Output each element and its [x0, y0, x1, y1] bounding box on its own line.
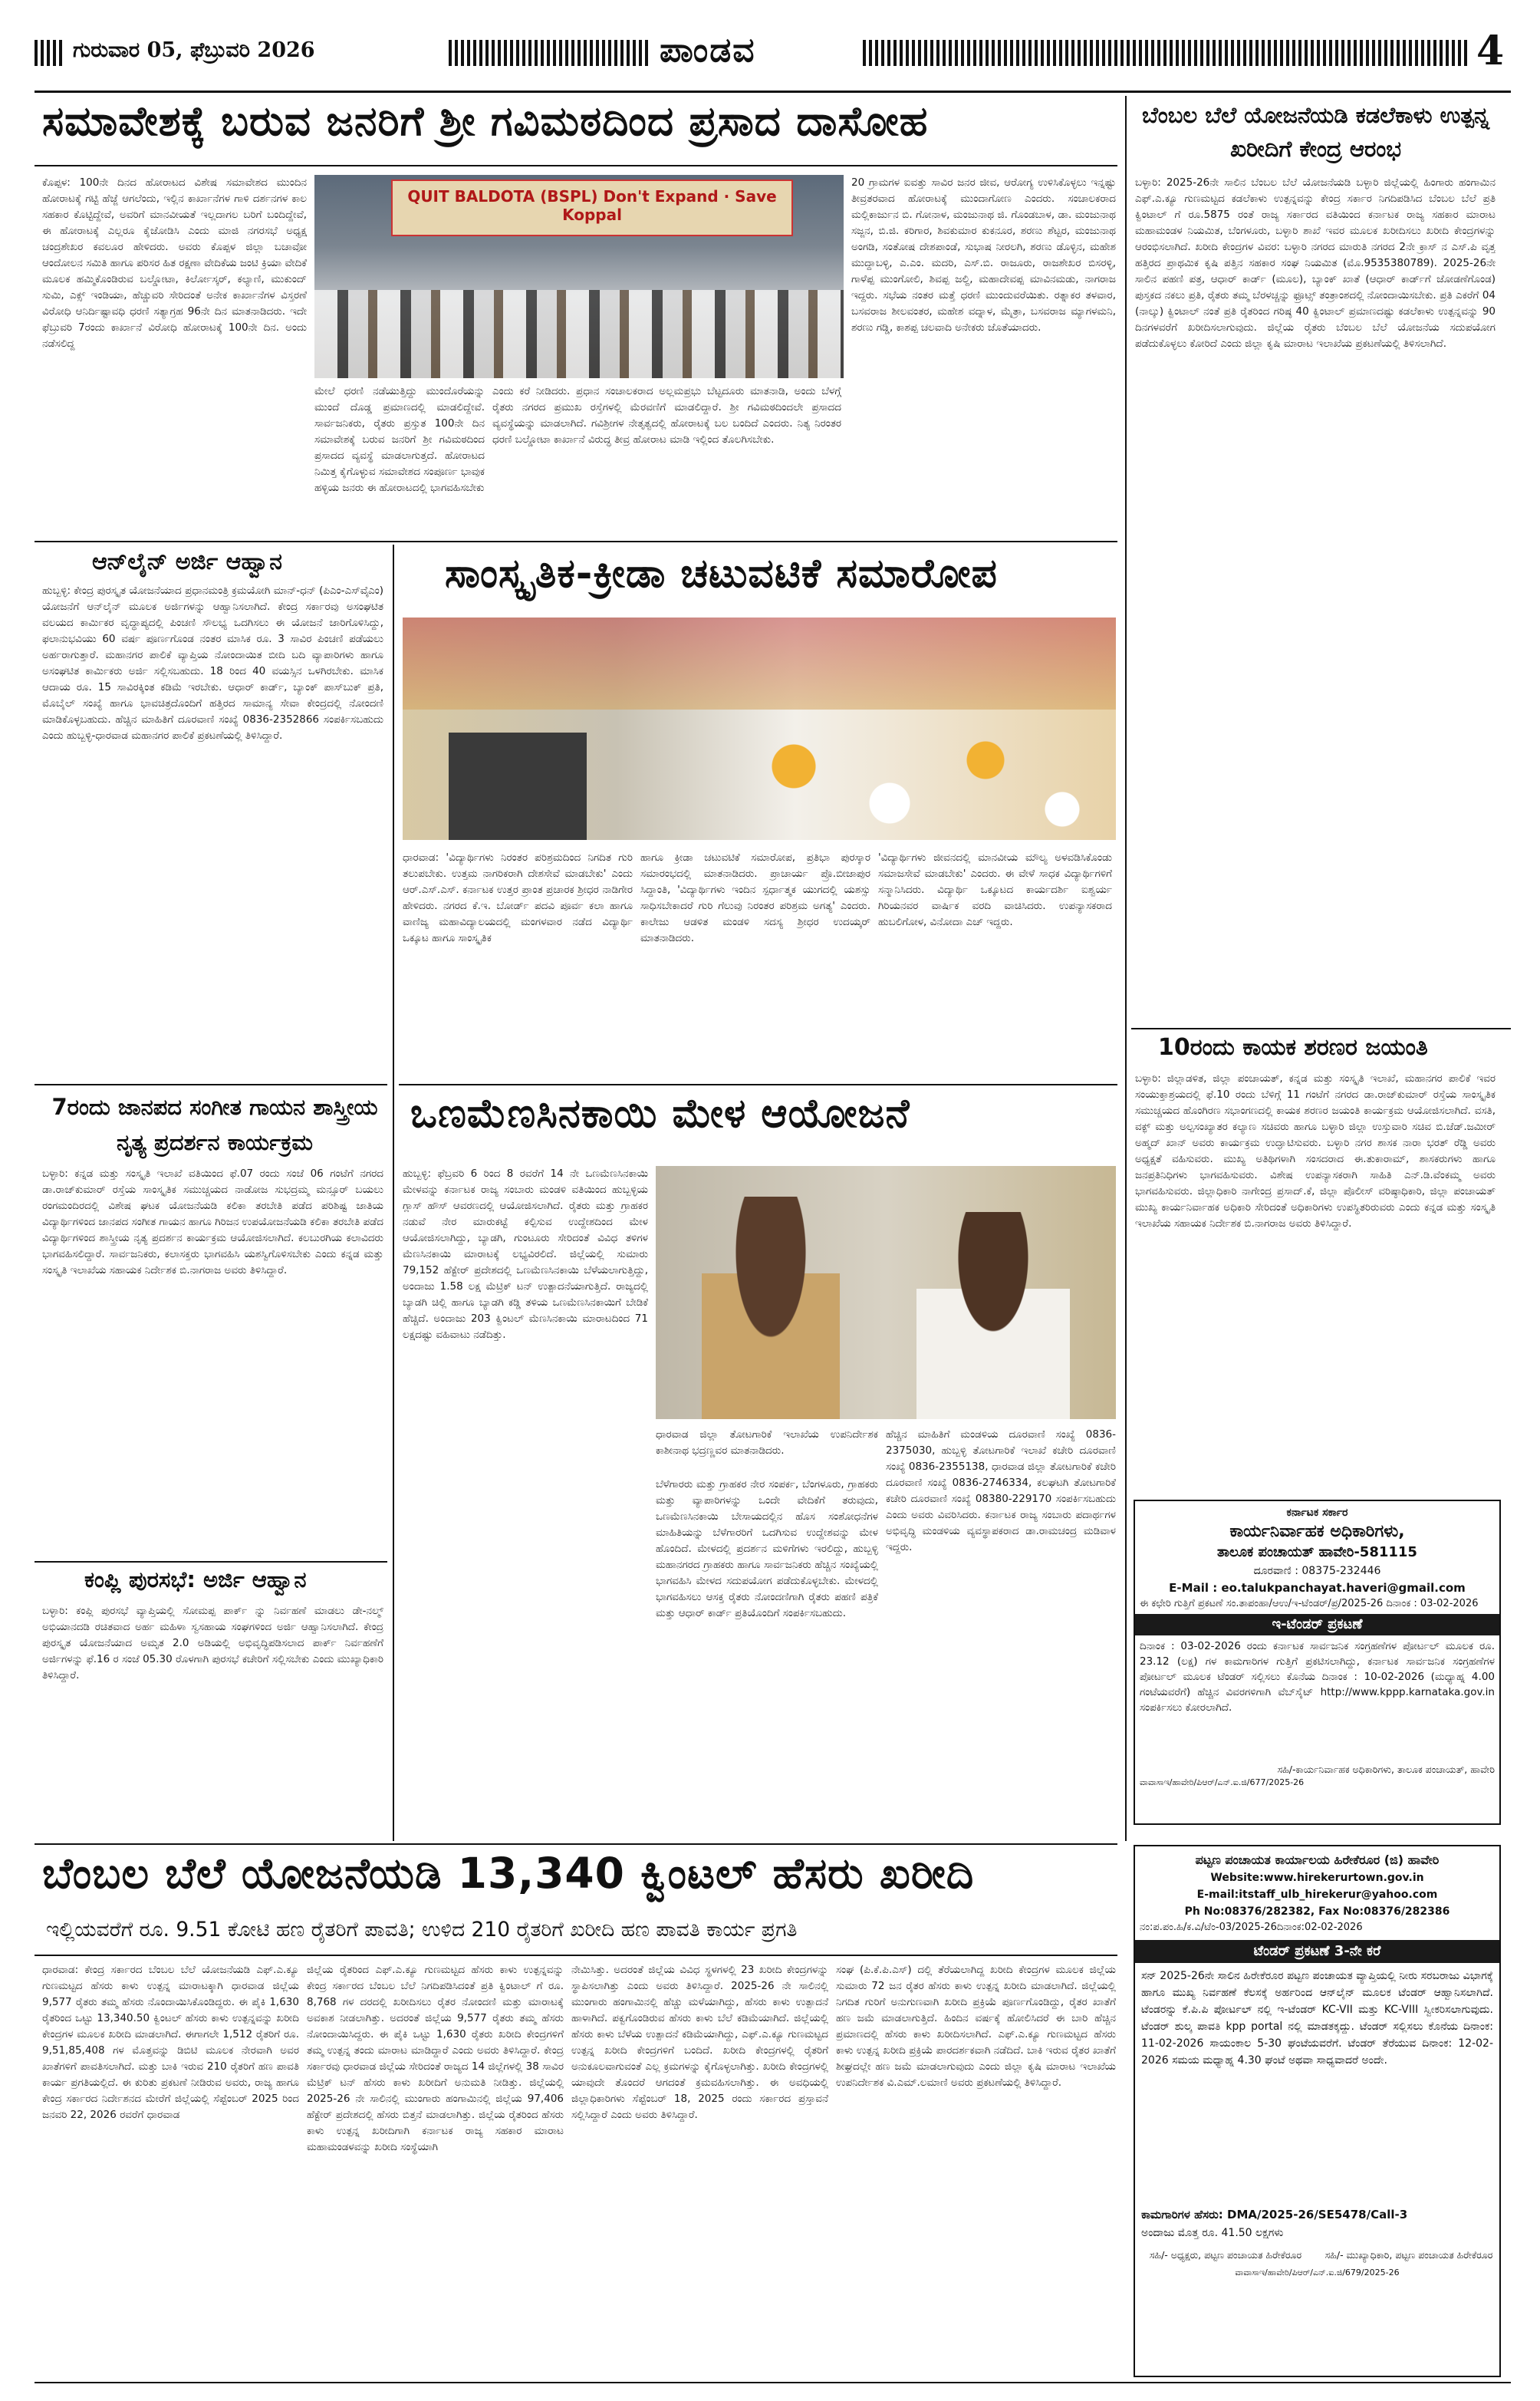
story3-bottom-rule [399, 1084, 1117, 1085]
ad2-sign-right: ಸಹಿ/- ಮುಖ್ಯಾಧಿಕಾರಿ, ಪಟ್ಟಣ ಪಂಚಾಯತ ಹಿರೇಕೆರೂರ [1324, 2249, 1493, 2261]
story1-banner-text: QUIT BALDOTA (BSPL) Don't Expand · Save Koppal [407, 187, 777, 224]
ad1-title: ಕಾರ್ಯನಿರ್ವಾಹಕ ಅಧಿಕಾರಿಗಳು, [1229, 1522, 1405, 1541]
ad2-body: ಸನ್ 2025-26ನೇ ಸಾಲಿನ ಹಿರೇಕೆರೂರ ಪಟ್ಟಣ ಪಂಚಾಯತ ವ್ಯಾಪ್ತಿಯಲ್ಲಿ ನೀರು ಸರಬರಾಜು ವಿಭಾಗಕ್ಕೆ ಹಾಗೂ ಮುಖ್ಯ ನಿರ್ವಹಣೆ ಕೆಲಸಕ್ಕೆ ಅರ್ಹರಿಂದ ಆನ್‌ಲೈನ್ ಮೂಲಕ ಟೆಂಡರ್ ಆಹ್ವಾನಿಸಲಾಗಿದೆ. ಟೆಂಡರನ್ನು ಕೆ.ಪಿ.ಪಿ ಪೋರ್ಟಲ್ ನಲ್ಲಿ ಇ-ಟೆಂಡರ್ KC-VII ಮತ್ತು KC-VIII ಸ್ವೀಕರಿಸಲಾಗುವುದು. ಟೆಂಡರ್ ಶುಲ್ಕ ಪಾವತಿ kpp portal ನಲ್ಲಿ ಮಾಡತಕ್ಕದ್ದು. ಟೆಂಡರ್ ಸಲ್ಲಿಸಲು ಕೊನೆಯ ದಿನಾಂಕ: 11-02-2026 ಸಾಯಂಕಾಲ 5-30 ಘಂಟೆಯವರೆಗೆ. ಟೆಂಡರ್ ತೆರೆಯುವ ದಿನಾಂಕ: 12-02-2026 ಸಮಯ ಮಧ್ಯಾಹ್ನ 4.30 ಘಂಟೆ ಅಥವಾ ಸಾಧ್ಯವಾದರೆ ಅಂದೇ. [1141, 1970, 1493, 2067]
story5-body: ಬಳ್ಳಾರಿ: ಕಂಪ್ಲಿ ಪುರಸಭೆ ವ್ಯಾಪ್ತಿಯಲ್ಲಿ ಸೋಮಪ್ಪ ಪಾರ್ಕ್ ನ್ನು ನಿರ್ವಹಣೆ ಮಾಡಲು ಡೇ-ನಲ್ಮ್ ಅಭಿಯಾನದಡಿ ರಚಿತವಾದ ಅರ್ಹ ಮಹಿಳಾ ಸ್ವಸಹಾಯ ಸಂಘಗಳಿಂದ ಅರ್ಜಿ ಆಹ್ವಾನಿಸಲಾಗಿದೆ. ಕೇಂದ್ರ ಪುರಸ್ಕೃತ ಯೋಜನೆಯಾದ ಅಮೃತ 2.0 ಅಡಿಯಲ್ಲಿ ಅಭಿವೃದ್ಧಿಪಡಿಸಲಾದ ಪಾರ್ಕ್ ನಿರ್ವಹಣೆಗೆ ಅರ್ಜಿಗಳನ್ನು ಫೆ.16 ರ ಸಂಜೆ 05.30 ರೊಳಗಾಗಿ ಪುರಸಭೆ ಕಚೇರಿಗೆ ಸಲ್ಲಿಸಬೇಕು ಎಂದು ಮುಖ್ಯಾಧಿಕಾರಿ ತಿಳಿಸಿದ್ದಾರೆ. [42, 1605, 383, 1681]
story9-headline: ಬೆಂಬಲ ಬೆಲೆ ಯೋಜನೆಯಡಿ 13,340 ಕ್ವಿಂಟಲ್ ಹೆಸರು ಖರೀದಿ [42, 1849, 975, 1898]
ad2-ref: ನಂ:ಪ.ಪಂ.ಹಿ/ಕ.ವಿ/ಟೆಂ-03/2025-26ದಿನಾಂಕ:02-02-2026 [1140, 1922, 1363, 1933]
story3-photo [403, 618, 1116, 840]
ad2-bar: ಟೆಂಡರ್ ಪ್ರಕಟಣೆ 3-ನೇ ಕರೆ [1135, 1940, 1499, 1963]
story6-person-left [702, 1197, 840, 1419]
ad-hirekerur-tender [1134, 1845, 1501, 2377]
story9-column-4: ಸಂಘ (ಪಿ.ಕೆ.ಪಿ.ಎಸ್) ದಲ್ಲಿ ತೆರೆಯಲಾಗಿದ್ದ ಖರೀದಿ ಕೇಂದ್ರಗಳ ಮೂಲಕ ಜಿಲ್ಲೆಯ ಸುಮಾರು 72 ಜನ ರೈತರ ಹೆಸರು ಕಾಳು ಉತ್ಪನ್ನ ಖರೀದಿ ಮಾಡಲಾಗಿದೆ. ಜಿಲ್ಲೆಯಲ್ಲಿ ನಿಗದಿತ ಗುರಿಗೆ ಅನುಗುಣವಾಗಿ ಖರೀದಿ ಪ್ರಕ್ರಿಯೆ ಪೂರ್ಣಗೊಂಡಿದ್ದು, ರೈತರ ಖಾತೆಗೆ ಹಣ ಜಮೆ ಮಾಡಲಾಗುತ್ತಿದೆ. ಹಿಂದಿನ ವರ್ಷಕ್ಕೆ ಹೋಲಿಸಿದರೆ ಈ ಬಾರಿ ಹೆಚ್ಚಿನ ಪ್ರಮಾಣದಲ್ಲಿ ಹೆಸರು ಕಾಳು ಖರೀದಿಸಲಾಗಿದೆ. ಎಫ್.ಎ.ಕ್ಯೂ ಗುಣಮಟ್ಟದ ಹೆಸರು ಕಾಳು ಉತ್ಪನ್ನ ಖರೀದಿ ಪ್ರಕ್ರಿಯೆ ಪಾರದರ್ಶಕವಾಗಿ ನಡೆದಿದೆ. ಬಾಕಿ ಇರುವ ರೈತರ ಖಾತೆಗೆ ಶೀಘ್ರದಲ್ಲೇ ಹಣ ಜಮೆ ಮಾಡಲಾಗುವುದು ಎಂದು ಜಿಲ್ಲಾ ಕೃಷಿ ಮಾರಾಟ ಇಲಾಖೆಯ ಉಪನಿರ್ದೇಶಕ ವಿ.ಎಮ್.ಲಮಾಣಿ ಅವರು ಪ್ರಕಟಣೆಯಲ್ಲಿ ತಿಳಿಸಿದ್ದಾರೆ. [836, 1964, 1116, 2089]
story1-protest-banner [391, 179, 793, 236]
story1-photo [314, 175, 844, 378]
story7-body: ಬಳ್ಳಾರಿ: 2025-26ನೇ ಸಾಲಿನ ಬೆಂಬಲ ಬೆಲೆ ಯೋಜನೆಯಡಿ ಬಳ್ಳಾರಿ ಜಿಲ್ಲೆಯಲ್ಲಿ ಹಿಂಗಾರು ಹಂಗಾಮಿನ ಎಫ್.ಎ.ಕ್ಯೂ ಗುಣಮಟ್ಟದ ಕಡಲೆಕಾಳು ಉತ್ಪನ್ನವನ್ನು ಕೇಂದ್ರ ಸರ್ಕಾರ ನಿಗದಿಪಡಿಸಿದ ಬೆಂಬಲ ಬೆಲೆ ಪ್ರತಿ ಕ್ವಿಂಟಾಲ್ ಗೆ ರೂ.5875 ರಂತೆ ರಾಜ್ಯ ಸರ್ಕಾರದ ವತಿಯಿಂದ ಕರ್ನಾಟಕ ರಾಜ್ಯ ಸಹಕಾರ ಮಾರಾಟ ಮಹಾಮಂಡಳ ನಿಯಮಿತ, ಬೆಂಗಳೂರು, ಬಳ್ಳಾರಿ ಶಾಖೆ ಇವರ ಮೂಲಕ ಖರೀದಿಸಲು ಖರೀದಿ ಕೇಂದ್ರಗಳನ್ನು ಆರಂಭಿಸಲಾಗಿದೆ. ಖರೀದಿ ಕೇಂದ್ರಗಳ ವಿವರ: ಬಳ್ಳಾರಿ ನಗರದ ಮಾರುತಿ ನಗರದ 2ನೇ ಕ್ರಾಸ್ ನ ಎಸ್.ಪಿ ವೃತ್ತ ಹತ್ತಿರದ ಪ್ರಾಥಮಿಕ ಕೃಷಿ ಪತ್ತಿನ ಸಹಕಾರ ಸಂಘ ನಿಯಮಿತ (ಮೊ.9535380789). 2025-26ನೇ ಸಾಲಿನ ಪಹಣಿ ಪತ್ರ, ಆಧಾರ್ ಕಾರ್ಡ್ (ಮೂಲ), ಬ್ಯಾಂಕ್ ಖಾತೆ (ಆಧಾರ್ ಕಾರ್ಡ್‌ಗೆ ಜೋಡಣೆಗೊಂಡ) ಪುಸ್ತಕದ ನಕಲು ಪ್ರತಿ, ರೈತರು ತಮ್ಮ ಬೆರಳಚ್ಚನ್ನು ಫ್ರೂಟ್ಸ್ ತಂತ್ರಾಂಶದಲ್ಲಿ ನೋಂದಾಯಿಸಬೇಕು. ಪ್ರತಿ ಎಕರೆಗೆ 04 (ನಾಲ್ಕು) ಕ್ವಿಂಟಾಲ್ ನಂತೆ ಪ್ರತಿ ರೈತರಿಂದ ಗರಿಷ್ಠ 40 ಕ್ವಿಂಟಾಲ್ ಪ್ರಮಾಣದಷ್ಟು ಕಡಲೆಕಾಳು ಉತ್ಪನ್ನವನ್ನು 90 ದಿನಗಳವರೆಗೆ ಖರೀದಿಸಲಾಗುವುದು. ಜಿಲ್ಲೆಯ ರೈತರು ಬೆಂಬಲ ಬೆಲೆ ಯೋಜನೆಯ ಸದುಪಯೋಗ ಪಡೆದುಕೊಳ್ಳಲು ಕೋರಿದೆ ಎಂದು ಜಿಲ್ಲಾ ಕೃಷಿ ಮಾರಾಟ ಇಲಾಖೆಯ ಪ್ರಕಟಣೆಯಲ್ಲಿ ತಿಳಿಸಲಾಗಿದೆ. [1135, 176, 1496, 350]
ad2-sign-left: ಸಹಿ/- ಅಧ್ಯಕ್ಷರು, ಪಟ್ಟಣ ಪಂಚಾಯತ ಹಿರೇಕೆರೂರ [1149, 2249, 1302, 2261]
story3-stage-backdrop [403, 618, 1116, 710]
page-bottom-rule [35, 2382, 1511, 2383]
ad2-website: Website:www.hirekerurtown.gov.in [1210, 1872, 1424, 1884]
story6-headline: ಒಣಮೆಣಸಿನಕಾಯಿ ಮೇಳ ಆಯೋಜನೆ [410, 1091, 910, 1137]
ad2-title: ಪಟ್ಟಣ ಪಂಚಾಯತ ಕಾರ್ಯಾಲಯ ಹಿರೇಕೆರೂರ (ಜಿ) ಹಾವೇರಿ [1195, 1853, 1440, 1867]
story9-top-rule [35, 1843, 1117, 1845]
ad2-code: ಕಾಮಗಾರಿಗಳ ಹೆಸರು: DMA/2025-26/SE5478/Call-3 [1141, 2208, 1408, 2222]
story6-column-1: ಹುಬ್ಬಳ್ಳಿ: ಫೆಬ್ರವರಿ 6 ರಿಂದ 8 ರವರೆಗೆ 14 ನೇ ಒಣಮೆಣಸಿನಕಾಯಿ ಮೇಳವನ್ನು ಕರ್ನಾಟಕ ರಾಜ್ಯ ಸಂಬಾರು ಮಂಡಳಿ ವತಿಯಿಂದ ಹುಬ್ಬಳ್ಳಿಯ ಗ್ಲಾಸ್ ಹೌಸ್ ಆವರಣದಲ್ಲಿ ಆಯೋಜಿಸಲಾಗಿದೆ. ರೈತರು ಮತ್ತು ಗ್ರಾಹಕರ ನಡುವೆ ನೇರ ಮಾರುಕಟ್ಟೆ ಕಲ್ಪಿಸುವ ಉದ್ದೇಶದಿಂದ ಮೇಳ ಆಯೋಜಿಸಲಾಗಿದ್ದು, ಬ್ಯಾಡಗಿ, ಗುಂಟೂರು ಸೇರಿದಂತೆ ವಿವಿಧ ತಳಿಗಳ ಮೆಣಸಿನಕಾಯಿ ಮಾರಾಟಕ್ಕೆ ಲಭ್ಯವಿರಲಿದೆ. ಜಿಲ್ಲೆಯಲ್ಲಿ ಸುಮಾರು 79,152 ಹೆಕ್ಟೇರ್ ಪ್ರದೇಶದಲ್ಲಿ ಒಣಮೆಣಸಿನಕಾಯಿ ಬೆಳೆಯಲಾಗುತ್ತಿದ್ದು, ಅಂದಾಜು 1.58 ಲಕ್ಷ ಮೆಟ್ರಿಕ್ ಟನ್ ಉತ್ಪಾದನೆಯಾಗುತ್ತಿದೆ. ರಾಜ್ಯದಲ್ಲಿ ಬ್ಯಾಡಗಿ ಚಿಲ್ಲಿ ಹಾಗೂ ಬ್ಯಾಡಗಿ ಕಡ್ಡಿ ತಳಿಯ ಒಣಮೆಣಸಿನಕಾಯಿಗೆ ಬೇಡಿಕೆ ಹೆಚ್ಚಿದೆ. ಅಂದಾಜು 203 ಕ್ವಿಂಟಲ್ ಮೆಣಸಿನಕಾಯಿ ಮಾರಾಟದಿಂದ 71 ಲಕ್ಷದಷ್ಟು ವಹಿವಾಟು ನಡೆದಿತ್ತು. [403, 1168, 648, 1341]
story3-column-1: ಧಾರವಾಡ: 'ವಿದ್ಯಾರ್ಥಿಗಳು ನಿರಂತರ ಪರಿಶ್ರಮದಿಂದ ನಿಗದಿತ ಗುರಿ ತಲುಪಬೇಕು. ಉತ್ತಮ ನಾಗರಿಕರಾಗಿ ದೇಶಸೇವೆ ಮಾಡಬೇಕು' ಎಂದು ಆರ್.ಎಸ್.ಎಸ್. ಕರ್ನಾಟಕ ಉತ್ತರ ಪ್ರಾಂತ ಪ್ರಚಾರಕ ಶ್ರೀಧರ ನಾಡಿಗೇರ ಹೇಳಿದರು. ನಗರದ ಕೆ.ಇ. ಬೋರ್ಡ್ ಪದವಿ ಪೂರ್ವ ಕಲಾ ಹಾಗೂ ವಾಣಿಜ್ಯ ಮಹಾವಿದ್ಯಾಲಯದಲ್ಲಿ ಮಂಗಳವಾರ ನಡೆದ ವಿದ್ಯಾರ್ಥಿ ಒಕ್ಕೂಟ ಹಾಗೂ ಸಾಂಸ್ಕೃತಿಕ [403, 851, 633, 944]
story1-column-3: ಎಂದು ಕರೆ ನೀಡಿದರು. ಪ್ರಧಾನ ಸಂಚಾಲಕರಾದ ಅಲ್ಲಮಪ್ರಭು ಬೆಟ್ಟದೂರು ಮಾತನಾಡಿ, ಅಂದು ಬೆಳಗ್ಗೆ ರೈತರು ನಗರದ ಪ್ರಮುಖ ರಸ್ತೆಗಳಲ್ಲಿ ಮೆರವಣಿಗೆ ಮಾಡಲಿದ್ದಾರೆ. ಶ್ರೀ ಗವಿಮಠದಿಂದಲೇ ಪ್ರಸಾದದ ವ್ಯವಸ್ಥೆಯನ್ನು ಮಾಡಲಾಗಿದೆ. ಗವಿಶ್ರೀಗಳ ನೇತೃತ್ವದಲ್ಲಿ ಹೋರಾಟಕ್ಕೆ ಬಲ ಬಂದಿದೆ ಎಂದರು. ನಿತ್ಯ ನಿರಂತರ ಧರಣಿ ಬಲ್ಡೋಟಾ ಕಾರ್ಖಾನೆ ವಿರುದ್ಧ ತೀವ್ರ ಹೋರಾಟ ಮಾಡಿ ಇಲ್ಲಿಂದ ತೊಲಗಿಸಬೇಕು. [492, 385, 841, 446]
center-right-divider [1125, 96, 1127, 1841]
masthead [35, 28, 1511, 74]
masthead-left-border [35, 40, 65, 66]
story7-headline: ಬೆಂಬಲ ಬೆಲೆ ಯೋಜನೆಯಡಿ ಕಡಲೆಕಾಳು ಉತ್ಪನ್ನ ಖರೀದಿಗೆ ಕೇಂದ್ರ ಆರಂಭ [1141, 102, 1490, 162]
ad1-sign: ಸಹಿ/-ಕಾರ್ಯನಿರ್ವಾಹಕ ಅಧಿಕಾರಿಗಳು, ತಾಲೂಕ ಪಂಚಾಯತ್, ಹಾವೇರಿ [1277, 1764, 1495, 1775]
story4-headline: 7ರಂದು ಜಾನಪದ ಸಂಗೀತ ಗಾಯನ ಶಾಸ್ತ್ರೀಯ ನೃತ್ಯ ಪ್ರದರ್ಶನ ಕಾರ್ಯಕ್ರಮ [51, 1094, 378, 1155]
story4-body: ಬಳ್ಳಾರಿ: ಕನ್ನಡ ಮತ್ತು ಸಂಸ್ಕೃತಿ ಇಲಾಖೆ ವತಿಯಿಂದ ಫೆ.07 ರಂದು ಸಂಜೆ 06 ಗಂಟೆಗೆ ನಗರದ ಡಾ.ರಾಜ್‌ಕುಮಾರ್ ರಸ್ತೆಯ ಸಾಂಸ್ಕೃತಿಕ ಸಮುಚ್ಚಯದ ನಾಡೋಜ ಸುಭದ್ರಮ್ಮ ಮನ್ಸೂರ್ ಬಯಲು ರಂಗಮಂದಿರದಲ್ಲಿ ವಿಶೇಷ ಘಟಕ ಯೋಜನೆಯಡಿ ಕಲಿಕಾ ತರಬೇತಿ ಪಡೆದ ಪರಿಶಿಷ್ಟ ಜಾತಿಯ ವಿದ್ಯಾರ್ಥಿಗಳಿಂದ ಜಾನಪದ ಸಂಗೀತ ಗಾಯನ ಹಾಗೂ ಗಿರಿಜನ ಉಪಯೋಜನೆಯಡಿ ಕಲಿಕಾ ತರಬೇತಿ ಪಡೆದ ವಿದ್ಯಾರ್ಥಿಗಳಿಂದ ಶಾಸ್ತ್ರೀಯ ನೃತ್ಯ ಪ್ರದರ್ಶನ ಕಾರ್ಯಕ್ರಮ ಆಯೋಜಿಸಲಾಗಿದೆ. ಕಲಬುರಗಿಯ ಕಲಾವಿದರು ಭಾಗವಹಿಸಲಿದ್ದಾರೆ. ಸಾರ್ವಜನಿಕರು, ಕಲಾಸಕ್ತರು ಭಾಗವಹಿಸಿ ಯಶಸ್ವಿಗೊಳಿಸಬೇಕು ಎಂದು ಕನ್ನಡ ಮತ್ತು ಸಂಸ್ಕೃತಿ ಇಲಾಖೆಯ ಸಹಾಯಕ ನಿರ್ದೇಶಕ ಬಿ.ನಾಗರಾಜ ಅವರು ತಿಳಿಸಿದ್ದಾರೆ. [42, 1168, 383, 1276]
story9-subheadline-rule [35, 1955, 1117, 1956]
masthead-date: ಗುರುವಾರ 05, ಫೆಬ್ರುವರಿ 2026 [73, 38, 315, 62]
story6-column-3: ಹೆಚ್ಚಿನ ಮಾಹಿತಿಗೆ ಮಂಡಳಿಯ ದೂರವಾಣಿ ಸಂಖ್ಯೆ 0836-2375030, ಹುಬ್ಬಳ್ಳಿ ತೋಟಗಾರಿಕೆ ಇಲಾಖೆ ಕಚೇರಿ ದೂರವಾಣಿ ಸಂಖ್ಯೆ 0836-2355138, ಧಾರವಾಡ ಜಿಲ್ಲಾ ತೋಟಗಾರಿಕೆ ಕಚೇರಿ ದೂರವಾಣಿ ಸಂಖ್ಯೆ 0836-2746334, ಕಲಘಟಗಿ ತೋಟಗಾರಿಕೆ ಕಚೇರಿ ದೂರವಾಣಿ ಸಂಖ್ಯೆ 08380-229170 ಸಂಪರ್ಕಿಸಬಹುದು ಎಂದು ಅವರು ವಿವರಿಸಿದರು. ಕರ್ನಾಟಕ ರಾಜ್ಯ ಸಂಬಾರು ಪದಾರ್ಥಗಳ ಅಭಿವೃದ್ಧಿ ಮಂಡಳಿಯ ವ್ಯವಸ್ಥಾಪಕರಾದ ಡಾ.ರಾಮಚಂದ್ರ ಮಡಿವಾಳ ಇದ್ದರು. [886, 1428, 1116, 1553]
ad-haveri-tender [1134, 1500, 1501, 1825]
story1-column-1: ಕೊಪ್ಪಳ: 100ನೇ ದಿನದ ಹೋರಾಟದ ವಿಶೇಷ ಸಮಾವೇಶದ ಮುಂದಿನ ಹೋರಾಟಕ್ಕೆ ಗಟ್ಟಿ ಹೆಜ್ಜೆ ಆಗಲೆಂದು, ಇಲ್ಲಿನ ಕಾರ್ಖಾನೆಗಳ ಗಾಳಿ ದರ್ಶನಗಳ ಕಾಲ ಸಹಕಾರ ಕೊಟ್ಟಿದ್ದೇವೆ, ಅವರಿಗೆ ಮಾನವೀಯತೆ ಇಲ್ಲದಾಗಲ ಬರಿಗೆ ಬಂದಿದ್ದೇವೆ, ಈ ಹೋರಾಟಕ್ಕೆ ಎಲ್ಲರೂ ಕೈಜೋಡಿಸಿ ಎಂದು ಮಾಜಿ ನಗರಸಭೆ ಅಧ್ಯಕ್ಷ ಚಂದ್ರಶೇಖರ ಕವಲೂರ ಹೇಳಿದರು. ಅವರು ಕೊಪ್ಪಳ ಜಿಲ್ಲಾ ಬಚಾವೋ ಆಂದೋಲನ ಸಮಿತಿ ಹಾಗೂ ಪರಿಸರ ಹಿತ ರಕ್ಷಣಾ ವೇದಿಕೆಯ ಜಂಟಿ ಕ್ರಿಯಾ ವೇದಿಕೆ ಮೂಲಕ ಹಮ್ಮಿಕೊಂಡಿರುವ ಬಲ್ಡೋಟಾ, ಕಿರ್ಲೋಸ್ಕರ್, ಕಲ್ಯಾಣಿ, ಮುಕುಂದ್ ಸುಮಿ, ಎಕ್ಸ್ ಇಂಡಿಯಾ, ಹೆಚ್ಚುವರಿ ಸೇರಿದಂತೆ ಅನೇಕ ಕಾರ್ಖಾನೆಗಳ ವಿಸ್ತರಣೆ ವಿರೋಧಿ ಆನಿರ್ದಿಷ್ಟಾವಧಿ ಧರಣಿ ಸತ್ಯಾಗ್ರಹ 96ನೇ ದಿನ ಮಾತನಾಡಿದರು. ಇದೇ ಫೆಬ್ರುವರಿ 7ರಂದು ಕಾರ್ಖಾನೆ ವಿರೋಧಿ ಹೋರಾಟಕ್ಕೆ 100ನೇ ದಿನ. ಅಂದು ನಡೆಸಲಿದ್ದ [42, 176, 307, 350]
story9-subheadline: ಇಲ್ಲಿಯವರೆಗೆ ರೂ. 9.51 ಕೋಟಿ ಹಣ ರೈತರಿಗೆ ಪಾವತಿ; ಉಳಿದ 210 ರೈತರಿಗೆ ಖರೀದಿ ಹಣ ಪಾವತಿ ಕಾರ್ಯ ಪ್ರಗತಿ [46, 1918, 798, 1942]
masthead-underline [35, 91, 1511, 93]
ad2-signatures [1135, 2242, 1499, 2262]
story6-caption: ಧಾರವಾಡ ಜಿಲ್ಲಾ ತೋಟಗಾರಿಕೆ ಇಲಾಖೆಯ ಉಪನಿರ್ದೇಶಕ ಕಾಶೀನಾಥ ಭದ್ರಣ್ಣವರ ಮಾತನಾಡಿದರು. [656, 1428, 878, 1457]
ad1-ref: ಈ ಕಛೇರಿ ಗುತ್ತಿಗೆ ಪ್ರಕಟಣೆ ಸಂ.ತಾಪಂಹಾ/ಆಉ/ಇ-ಟೆಂಡರ್/ಪ್ರ/2025-26 ದಿನಾಂಕ : 03-02-2026 [1140, 1598, 1479, 1609]
left-column-divider [393, 545, 394, 1841]
story3-headline: ಸಾಂಸ್ಕೃತಿಕ-ಕ್ರೀಡಾ ಚಟುವಟಿಕೆ ಸಮಾರೋಪ [445, 551, 998, 597]
story4-bottom-rule [35, 1561, 387, 1563]
story9-column-3: ನೇಮಿಸಿತ್ತು. ಅದರಂತೆ ಜಿಲ್ಲೆಯ ವಿವಿಧ ಸ್ಥಳಗಳಲ್ಲಿ 23 ಖರೀದಿ ಕೇಂದ್ರಗಳನ್ನು ಸ್ಥಾಪಿಸಲಾಗಿತ್ತು ಎಂದು ಅವರು ತಿಳಿಸಿದ್ದಾರೆ. 2025-26 ನೇ ಸಾಲಿನಲ್ಲಿ ಮುಂಗಾರು ಹಂಗಾಮಿನಲ್ಲಿ ಹೆಚ್ಚು ಮಳೆಯಾಗಿದ್ದು, ಹೆಸರು ಕಾಳು ಉತ್ಪಾದನೆ ಹಾಳಾಗಿದೆ. ಪಕ್ವಗೊಂಡಿರುವ ಹೆಸರು ಕಾಳು ಬೆಲೆ ಕಡಿಮೆಯಾಗಿದೆ. ಜಿಲ್ಲೆಯಲ್ಲಿ ಹೆಸರು ಕಾಳು ಬೆಳೆಯ ಉತ್ಪಾದನೆ ಕಡಿಮೆಯಾಗಿದ್ದು, ಎಫ್.ಎ.ಕ್ಯೂ ಗುಣಮಟ್ಟದ ಉತ್ಪನ್ನ ಖರೀದಿ ಕೇಂದ್ರಗಳಿಗೆ ಬಂದಿದೆ. ಖರೀದಿ ಕೇಂದ್ರಗಳಲ್ಲಿ ರೈತರಿಗೆ ಅನುಕೂಲವಾಗುವಂತೆ ಎಲ್ಲ ಕ್ರಮಗಳನ್ನು ಕೈಗೊಳ್ಳಲಾಗಿತ್ತು. ಖರೀದಿ ಕೇಂದ್ರಗಳಲ್ಲಿ ಯಾವುದೇ ತೊಂದರೆ ಆಗದಂತೆ ಕ್ರಮವಹಿಸಲಾಗಿತ್ತು. ಈ ಅವಧಿಯಲ್ಲಿ ಜಿಲ್ಲಾಧಿಕಾರಿಗಳು ಸೆಪ್ಟೆಂಬರ್ 18, 2025 ರಂದು ಸರ್ಕಾರದ ಪ್ರಸ್ತಾವನೆ ಸಲ್ಲಿಸಿದ್ದಾರೆ ಎಂದು ಅವರು ತಿಳಿಸಿದ್ದಾರೆ. [571, 1964, 828, 2121]
ad2-email: E-mail:itstaff_ulb_hirekerur@yahoo.com [1196, 1889, 1438, 1901]
story2-bottom-rule [35, 1084, 387, 1085]
masthead-right-border [863, 40, 1469, 66]
story7-bottom-rule [1131, 1028, 1511, 1029]
story3-podium [449, 733, 587, 840]
story2-body: ಹುಬ್ಬಳ್ಳಿ: ಕೇಂದ್ರ ಪುರಸ್ಕೃತ ಯೋಜನೆಯಾದ ಪ್ರಧಾನಮಂತ್ರಿ ಕ್ರಮಯೋಗಿ ಮಾನ್-ಧನ್ (ಪಿಎಂ-ಎಸ್‌ವೈಎಂ) ಯೋಜನೆಗೆ ಆನ್‌ಲೈನ್ ಮೂಲಕ ಅರ್ಜಿಗಳನ್ನು ಆಹ್ವಾನಿಸಲಾಗಿದೆ. ಕೇಂದ್ರ ಸರ್ಕಾರವು ಅಸಂಘಟಿತ ವಲಯದ ಕಾರ್ಮಿಕರ ವೃದ್ಧಾಪ್ಯದಲ್ಲಿ ಪಿಂಚಣಿ ಸೌಲಭ್ಯ ಒದಗಿಸಲು ಈ ಯೋಜನೆ ಜಾರಿಗೊಳಿಸಿದ್ದು, ಫಲಾನುಭವಿಯು 60 ವರ್ಷ ಪೂರ್ಣಗೊಂಡ ನಂತರ ಮಾಸಿಕ ರೂ. 3 ಸಾವಿರ ಪಿಂಚಣಿ ಪಡೆಯಲು ಅರ್ಹರಾಗುತ್ತಾರೆ. ಮಹಾನಗರ ಪಾಲಿಕೆ ವ್ಯಾಪ್ತಿಯ ನೋಂದಾಯಿತ ಬೀದಿ ಬದಿ ವ್ಯಾಪಾರಿಗಳು ಹಾಗೂ ಅಸಂಘಟಿತ ಕಾರ್ಮಿಕರು ಅರ್ಜಿ ಸಲ್ಲಿಸಬಹುದು. 18 ರಿಂದ 40 ವಯಸ್ಸಿನ ಒಳಗಿರಬೇಕು. ಮಾಸಿಕ ಆದಾಯ ರೂ. 15 ಸಾವಿರಕ್ಕಿಂತ ಕಡಿಮೆ ಇರಬೇಕು. ಆಧಾರ್ ಕಾರ್ಡ್, ಬ್ಯಾಂಕ್ ಪಾಸ್‌ಬುಕ್ ಪ್ರತಿ, ಮೊಬೈಲ್ ಸಂಖ್ಯೆ ಹಾಗೂ ಭಾವಚಿತ್ರದೊಂದಿಗೆ ಹತ್ತಿರದ ಸಾಮಾನ್ಯ ಸೇವಾ ಕೇಂದ್ರದಲ್ಲಿ ನೋಂದಣಿ ಮಾಡಿಕೊಳ್ಳಬಹುದು. ಹೆಚ್ಚಿನ ಮಾಹಿತಿಗೆ ದೂರವಾಣಿ ಸಂಖ್ಯೆ 0836-2352866 ಸಂಪರ್ಕಿಸಬಹುದು ಎಂದು ಹುಬ್ಬಳ್ಳಿ-ಧಾರವಾಡ ಮಹಾನಗರ ಪಾಲಿಕೆ ಪ್ರಕಟಣೆಯಲ್ಲಿ ತಿಳಿಸಿದ್ದಾರೆ. [42, 585, 383, 742]
story3-column-2: ಹಾಗೂ ಕ್ರೀಡಾ ಚಟುವಟಿಕೆ ಸಮಾರೋಪ, ಪ್ರತಿಭಾ ಪುರಸ್ಕಾರ ಸಮಾರಂಭದಲ್ಲಿ ಮಾತನಾಡಿದರು. ಪ್ರಾಚಾರ್ಯ ಪ್ರೊ.ಬೀಜಾಪುರ ಸಿದ್ದಾಂತಿ, 'ವಿದ್ಯಾರ್ಥಿಗಳು ಇಂದಿನ ಸ್ಪರ್ಧಾತ್ಮಕ ಯುಗದಲ್ಲಿ ಯಶಸ್ಸು ಸಾಧಿಸಬೇಕಾದರೆ ಗುರಿ ಗೆಲುವು ನಿರಂತರ ಪರಿಶ್ರಮ ಅಗತ್ಯ' ಎಂದರು. ಕಾಲೇಜು ಆಡಳಿತ ಮಂಡಳಿ ಸದಸ್ಯ ಶ್ರೀಧರ ಉದಯ್ಕರ್ ಮಾತನಾಡಿದರು. [640, 851, 870, 944]
page-number: 4 [1476, 28, 1505, 74]
story1-bottom-rule [35, 541, 1117, 542]
ad1-email: E-Mail : eo.talukpanchayat.haveri@gmail.com [1169, 1581, 1466, 1595]
story8-headline: 10ರಂದು ಕಾಯಕ ಶರಣರ ಜಯಂತಿ [1158, 1034, 1428, 1061]
ad1-subtitle: ತಾಲೂಕ ಪಂಚಾಯತ್ ಹಾವೇರಿ-581115 [1217, 1544, 1417, 1560]
story8-body: ಬಳ್ಳಾರಿ: ಜಿಲ್ಲಾಡಳಿತ, ಜಿಲ್ಲಾ ಪಂಚಾಯತ್, ಕನ್ನಡ ಮತ್ತು ಸಂಸ್ಕೃತಿ ಇಲಾಖೆ, ಮಹಾನಗರ ಪಾಲಿಕೆ ಇವರ ಸಂಯುಕ್ತಾಶ್ರಯದಲ್ಲಿ ಫೆ.10 ರಂದು ಬೆಳಿಗ್ಗೆ 11 ಗಂಟೆಗೆ ನಗರದ ಡಾ.ರಾಜ್‌ಕುಮಾರ್ ರಸ್ತೆಯ ಸಾಂಸ್ಕೃತಿಕ ಸಮುಚ್ಚಯದ ಹೊಂಗಿರಣ ಸಭಾಂಗಣದಲ್ಲಿ ಕಾಯಕ ಶರಣರ ಜಯಂತಿ ಕಾರ್ಯಕ್ರಮ ಆಯೋಜಿಸಲಾಗಿದೆ. ವಸತಿ, ವಕ್ಫ್ ಮತ್ತು ಅಲ್ಪಸಂಖ್ಯಾತರ ಕಲ್ಯಾಣ ಸಚಿವರು ಹಾಗೂ ಬಳ್ಳಾರಿ ಜಿಲ್ಲಾ ಉಸ್ತುವಾರಿ ಸಚಿವ ಬಿ.ಜೆಡ್.ಜಮೀರ್ ಅಹ್ಮದ್ ಖಾನ್ ಅವರು ಕಾರ್ಯಕ್ರಮ ಉದ್ಘಾಟಿಸುವರು. ಬಳ್ಳಾರಿ ನಗರ ಶಾಸಕ ನಾರಾ ಭರತ್ ರೆಡ್ಡಿ ಅವರು ಅಧ್ಯಕ್ಷತೆ ವಹಿಸುವರು. ಮುಖ್ಯ ಅತಿಥಿಗಳಾಗಿ ಸಂಸದರಾದ ಈ.ತುಕಾರಾಮ್, ಶಾಸಕರುಗಳು ಹಾಗೂ ಜನಪ್ರತಿನಿಧಿಗಳು ಭಾಗವಹಿಸುವರು. ವಿಶೇಷ ಉಪನ್ಯಾಸಕರಾಗಿ ಸಾಹಿತಿ ಎನ್.ಡಿ.ವೆಂಕಮ್ಮ ಅವರು ಭಾಗವಹಿಸುವರು. ಜಿಲ್ಲಾಧಿಕಾರಿ ನಾಗೇಂದ್ರ ಪ್ರಸಾದ್.ಕೆ, ಜಿಲ್ಲಾ ಪೊಲೀಸ್ ವರಿಷ್ಠಾಧಿಕಾರಿ, ಜಿಲ್ಲಾ ಪಂಚಾಯತ್ ಮುಖ್ಯ ಕಾರ್ಯನಿರ್ವಾಹಕ ಅಧಿಕಾರಿ ಸೇರಿದಂತೆ ಅಧಿಕಾರಿಗಳು ಉಪಸ್ಥಿತರಿರುವರು ಎಂದು ಕನ್ನಡ ಮತ್ತು ಸಂಸ್ಕೃತಿ ಇಲಾಖೆಯ ಸಹಾಯಕ ನಿರ್ದೇಶಕ ಬಿ.ನಾಗರಾಜ ಅವರು ತಿಳಿಸಿದ್ದಾರೆ. [1135, 1072, 1496, 1230]
ad1-body: ದಿನಾಂಕ : 03-02-2026 ರಂದು ಕರ್ನಾಟಕ ಸಾರ್ವಜನಿಕ ಸಂಗ್ರಹಣೆಗಳ ಪೋರ್ಟಲ್ ಮೂಲಕ ರೂ. 23.12 (ಲಕ್ಷ) ಗಳ ಕಾಮಗಾರಿಗಳ ಗುತ್ತಿಗೆ ಪ್ರಕಟಿಸಲಾಗಿದ್ದು, ಕರ್ನಾಟಕ ಸಾರ್ವಜನಿಕ ಸಂಗ್ರಹಣೆಗಳ ಪೋರ್ಟಲ್ ಮೂಲಕ ಟೆಂಡರ್ ಸಲ್ಲಿಸಲು ಕೊನೆಯ ದಿನಾಂಕ : 10-02-2026 (ಮಧ್ಯಾಹ್ನ 4.00 ಗಂಟೆಯವರೆಗೆ) ಹೆಚ್ಚಿನ ವಿವರಗಳಿಗಾಗಿ ವೆಬ್‌ಸೈಟ್ http://www.kppp.karnataka.gov.in ಸಂಪರ್ಕಿಸಲು ಕೋರಲಾಗಿದೆ. [1140, 1640, 1495, 1714]
story1-crowd [314, 290, 844, 378]
story6-column-2: ಬೆಳೆಗಾರರು ಮತ್ತು ಗ್ರಾಹಕರ ನೇರ ಸಂಪರ್ಕ, ಬೆಂಗಳೂರು, ಗ್ರಾಹಕರು ಮತ್ತು ವ್ಯಾಪಾರಿಗಳನ್ನು ಒಂದೇ ವೇದಿಕೆಗೆ ತರುವುದು, ಒಣಮೆಣಸಿನಕಾಯಿ ಬೇಸಾಯದಲ್ಲಿನ ಹೊಸ ಸಂಶೋಧನೆಗಳ ಮಾಹಿತಿಯನ್ನು ಬೆಳೆಗಾರರಿಗೆ ಒದಗಿಸುವ ಉದ್ದೇಶವನ್ನು ಮೇಳ ಹೊಂದಿದೆ. ಮೇಳದಲ್ಲಿ ಪ್ರದರ್ಶನ ಮಳಿಗೆಗಳು ಇರಲಿದ್ದು, ಹುಬ್ಬಳ್ಳಿ ಮಹಾನಗರದ ಗ್ರಾಹಕರು ಹಾಗೂ ಸಾರ್ವಜನಿಕರು ಹೆಚ್ಚಿನ ಸಂಖ್ಯೆಯಲ್ಲಿ ಭಾಗವಹಿಸಿ ಮೇಳದ ಸದುಪಯೋಗ ಪಡೆದುಕೊಳ್ಳಬೇಕು. ಮೇಳದಲ್ಲಿ ಭಾಗವಹಿಸಲು ಆಸಕ್ತ ರೈತರು ನೋಂದಣಿಗಾಗಿ ರೈತರು ಪಹಣಿ ಪತ್ರಿಕೆ ಮತ್ತು ಆಧಾರ್ ಕಾರ್ಡ್ ಪ್ರತಿಯೊಂದಿಗೆ ಸಂಪರ್ಕಿಸಬಹುದು. [656, 1478, 878, 1619]
ad1-phone: ದೂರವಾಣಿ : 08375-232446 [1253, 1565, 1381, 1577]
masthead-mid-border [449, 40, 648, 66]
ad2-footer: ವಾವಾಸಾಇ/ಹಾವೇರಿ/ಪಿಆರ್/ಎನ್.ಐ.ಜಿ/679/2025-26 [1235, 2268, 1400, 2277]
ad1-bar: ಇ-ಟೆಂಡರ್ ಪ್ರಕಟಣೆ [1135, 1614, 1499, 1635]
story1-column-2: ಮೇಲೆ ಧರಣಿ ನಡೆಯುತ್ತಿದ್ದು ಮುಂದೊರೆಯನ್ನು ಮುಂದೆ ದೊಡ್ಡ ಪ್ರಮಾಣದಲ್ಲಿ ಮಾಡಲಿದ್ದೇವೆ. ಸಾರ್ವಜನಿಕರು, ರೈತರು ಪ್ರಸ್ತುತ 100ನೇ ದಿನ ಸಮಾವೇಶಕ್ಕೆ ಬರುವ ಜನರಿಗೆ ಶ್ರೀ ಗವಿಮಠದಿಂದ ಪ್ರಸಾದದ ವ್ಯವಸ್ಥೆ ಮಾಡಲಾಗುತ್ತದೆ. ಹೋರಾಟದ ನಿಮಿತ್ತ ಕೈಗೊಳ್ಳುವ ಸಮಾವೇಶದ ಸಂಪೂರ್ಣ ಭಾವುಕ ಹಳ್ಳಿಯ ಜನರು ಈ ಹೋರಾಟದಲ್ಲಿ ಭಾಗವಹಿಸಬೇಕು [314, 385, 485, 494]
story6-person-right [916, 1212, 1070, 1419]
ad2-phone: Ph No:08376/282382, Fax No:08376/282386 [1184, 1905, 1450, 1918]
story2-headline: ಆನ್‌ಲೈನ್ ಅರ್ಜಿ ಆಹ್ವಾನ [92, 548, 282, 575]
ad1-top: ಕರ್ನಾಟಕ ಸರ್ಕಾರ [1286, 1507, 1348, 1519]
story6-photo [656, 1166, 1116, 1419]
story1-headline-rule [35, 165, 1117, 166]
story1-headline: ಸಮಾವೇಶಕ್ಕೆ ಬರುವ ಜನರಿಗೆ ಶ್ರೀ ಗವಿಮಠದಿಂದ ಪ್ರಸಾದ ದಾಸೋಹ [42, 98, 929, 145]
story3-balloons [717, 717, 1101, 840]
story9-column-2: ಜಿಲ್ಲೆಯ ರೈತರಿಂದ ಎಫ್.ಎ.ಕ್ಯೂ ಗುಣಮಟ್ಟದ ಹೆಸರು ಕಾಳು ಉತ್ಪನ್ನವನ್ನು ಕೇಂದ್ರ ಸರ್ಕಾರದ ಬೆಂಬಲ ಬೆಲೆ ನಿಗದಿಪಡಿಸಿದಂತೆ ಪ್ರತಿ ಕ್ವಿಂಟಾಲ್ ಗೆ ರೂ. 8,768 ಗಳ ದರದಲ್ಲಿ ಖರೀದಿಸಲು ರೈತರ ನೋಂದಣಿ ಮತ್ತು ಮಾರಾಟಕ್ಕೆ ಅವಕಾಶ ನೀಡಲಾಗಿತ್ತು. ಅದರಂತೆ ಜಿಲ್ಲೆಯ 9,577 ರೈತರು ತಮ್ಮ ಹೆಸರು ನೋಂದಾಯಿಸಿದ್ದರು. ಈ ಪೈಕಿ ಒಟ್ಟು 1,630 ರೈತರು ಖರೀದಿ ಕೇಂದ್ರಗಳಿಗೆ ತಮ್ಮ ಉತ್ಪನ್ನ ತಂದು ಮಾರಾಟ ಮಾಡಿದ್ದಾರೆ ಎಂದು ಅವರು ತಿಳಿಸಿದ್ದಾರೆ. ಕೇಂದ್ರ ಸರ್ಕಾರವು ಧಾರವಾಡ ಜಿಲ್ಲೆಯ ಸೇರಿದಂತೆ ರಾಜ್ಯದ 14 ಜಿಲ್ಲೆಗಳಲ್ಲಿ 38 ಸಾವಿರ ಮೆಟ್ರಿಕ್ ಟನ್ ಹೆಸರು ಕಾಳು ಖರೀದಿಗೆ ಅನುಮತಿ ನೀಡಿತ್ತು. ಜಿಲ್ಲೆಯಲ್ಲಿ 2025-26 ನೇ ಸಾಲಿನಲ್ಲಿ ಮುಂಗಾರು ಹಂಗಾಮಿನಲ್ಲಿ ಜಿಲ್ಲೆಯ 97,406 ಹೆಕ್ಟೇರ್ ಪ್ರದೇಶದಲ್ಲಿ ಹೆಸರು ಬಿತ್ತನೆ ಮಾಡಲಾಗಿತ್ತು. ಜಿಲ್ಲೆಯ ರೈತರಿಂದ ಹೆಸರು ಕಾಳು ಉತ್ಪನ್ನ ಖರೀದಿಗಾಗಿ ಕರ್ನಾಟಕ ರಾಜ್ಯ ಸಹಕಾರ ಮಾರಾಟ ಮಹಾಮಂಡಳವನ್ನು ಖರೀದಿ ಸಂಸ್ಥೆಯಾಗಿ [307, 1964, 564, 2153]
ad1-footer: ವಾವಾಸಾಇ/ಹಾವೇರಿ/ಪಿಆರ್/ಎನ್.ಐ.ಜಿ/677/2025-26 [1140, 1777, 1305, 1787]
ad2-amount: ಅಂದಾಜು ಮೊತ್ತ ರೂ. 41.50 ಲಕ್ಷಗಳು [1141, 2227, 1284, 2239]
masthead-title: ಪಾಂಡವ [660, 31, 756, 70]
story1-column-4: 20 ಗ್ರಾಮಗಳ ಐವತ್ತು ಸಾವಿರ ಜನರ ಜೀವ, ಆರೋಗ್ಯ ಉಳಿಸಿಕೊಳ್ಳಲು ಇನ್ನಷ್ಟು ತೀವ್ರತರವಾದ ಹೋರಾಟಕ್ಕೆ ಮುಂದಾಗೋಣ ಎಂದರು. ಸಂಚಾಲಕರಾದ ಮಲ್ಲಿಕಾರ್ಜುನ ಬಿ. ಗೋನಾಳ, ಮಂಜುನಾಥ ಜಿ. ಗೊಂಡಬಾಳ, ಡಾ. ಮಂಜುನಾಥ ಸಜ್ಜನ, ಬಿ.ಜಿ. ಕರಿಗಾರ, ಶಿವಕುಮಾರ ಕುಕನೂರ, ಶರಣು ಶೆಟ್ಟರ, ಮಂಜುನಾಥ ಅಂಗಡಿ, ಸಂತೋಷ ದೇಶಪಾಂಡೆ, ಸುಭಾಷ ನೀರಲಗಿ, ಶರಣು ಡೊಳ್ಳಿನ, ಮಹೇಶ ಮುದ್ದಾಬಳ್ಳಿ, ಎ.ಎಂ. ಮದರಿ, ಎಸ್.ಬಿ. ರಾಜೂರು, ರಾಜಶೇಖರ ಬಿಸರಳ್ಳಿ, ಗಾಳೆಪ್ಪ ಮುಂಗೋಲಿ, ಶಿವಪ್ಪ ಜಲ್ದಿ, ಮಹಾದೇವಪ್ಪ ಮಾವಿನಮಡು, ನಾಗರಾಜ ಇದ್ದರು. ಸಭೆಯ ನಂತರ ಮತ್ತೆ ಧರಣಿ ಮುಂದುವರೆಯಿತು. ರತ್ನಾಕರ ತಳವಾರ, ಬಸವರಾಜ ಶೀಲವಂತರ, ಮಹೇಶ ವದ್ನಾಳ, ಮೈತ್ರಾ, ಬಸವರಾಜ ಮ್ಯಾಗಳಮನಿ, ಶರಣು ಗಡ್ಡಿ, ಕಾಶಪ್ಪ ಚಲವಾದಿ ಅನೇಕರು ಜೊತೆಯಾದರು. [851, 176, 1116, 334]
story5-headline: ಕಂಪ್ಲಿ ಪುರಸಭೆ: ಅರ್ಜಿ ಆಹ್ವಾನ [84, 1566, 307, 1592]
story9-column-1: ಧಾರವಾಡ: ಕೇಂದ್ರ ಸರ್ಕಾರದ ಬೆಂಬಲ ಬೆಲೆ ಯೋಜನೆಯಡಿ ಎಫ್.ಎ.ಕ್ಯೂ ಗುಣಮಟ್ಟದ ಹೆಸರು ಕಾಳು ಉತ್ಪನ್ನ ಮಾರಾಟಕ್ಕಾಗಿ ಧಾರವಾಡ ಜಿಲ್ಲೆಯ 9,577 ರೈತರು ತಮ್ಮ ಹೆಸರು ನೊಂದಾಯಿಸಿಕೊಂಡಿದ್ದರು. ಈ ಪೈಕಿ 1,630 ರೈತರಿಂದ ಒಟ್ಟು 13,340.50 ಕ್ವಿಂಟಲ್ ಹೆಸರು ಕಾಳು ಉತ್ಪನ್ನವನ್ನು ಖರೀದಿ ಕೇಂದ್ರಗಳ ಮೂಲಕ ಖರೀದಿ ಮಾಡಲಾಗಿದೆ. ಈಗಾಗಲೇ 1,512 ರೈತರಿಗೆ ರೂ. 9,51,85,408 ಗಳ ಮೊತ್ತವನ್ನು ಡಿಬಿಟಿ ಮೂಲಕ ನೇರವಾಗಿ ಅವರ ಖಾತೆಗಳಿಗೆ ಪಾವತಿಸಲಾಗಿದೆ. ಮತ್ತು ಬಾಕಿ ಇರುವ 210 ರೈತರಿಗೆ ಹಣ ಪಾವತಿ ಕಾರ್ಯ ಪ್ರಗತಿಯಲ್ಲಿದೆ. ಈ ಕುರಿತು ಪ್ರಕಟಣೆ ನೀಡಿರುವ ಅವರು, ರಾಜ್ಯ ಹಾಗೂ ಕೇಂದ್ರ ಸರ್ಕಾರದ ನಿರ್ದೇಶನದ ಮೇರೆಗೆ ಜಿಲ್ಲೆಯಲ್ಲಿ ಸೆಪ್ಟೆಂಬರ್ 2025 ರಿಂದ ಜನವರಿ 22, 2026 ರವರೆಗೆ ಧಾರವಾಡ [42, 1964, 299, 2121]
story3-column-3: 'ವಿದ್ಯಾರ್ಥಿಗಳು ಜೀವನದಲ್ಲಿ ಮಾನವೀಯ ಮೌಲ್ಯ ಅಳವಡಿಸಿಕೊಂಡು ಸಮಾಜಸೇವೆ ಮಾಡಬೇಕು' ಎಂದರು. ಈ ವೇಳೆ ಸಾಧಕ ವಿದ್ಯಾರ್ಥಿಗಳಿಗೆ ಸನ್ಮಾನಿಸಿದರು. ವಿದ್ಯಾರ್ಥಿ ಒಕ್ಕೂಟದ ಕಾರ್ಯದರ್ಶಿ ಐಶ್ವರ್ಯ ಗಿರಿಯನವರ ವಾರ್ಷಿಕ ವರದಿ ವಾಚಿಸಿದರು. ಉಪನ್ಯಾಸಕರಾದ ಹುಬಲಿಗೋಳ, ವಿನೋದಾ ಎಚ್ ಇದ್ದರು. [878, 851, 1112, 928]
